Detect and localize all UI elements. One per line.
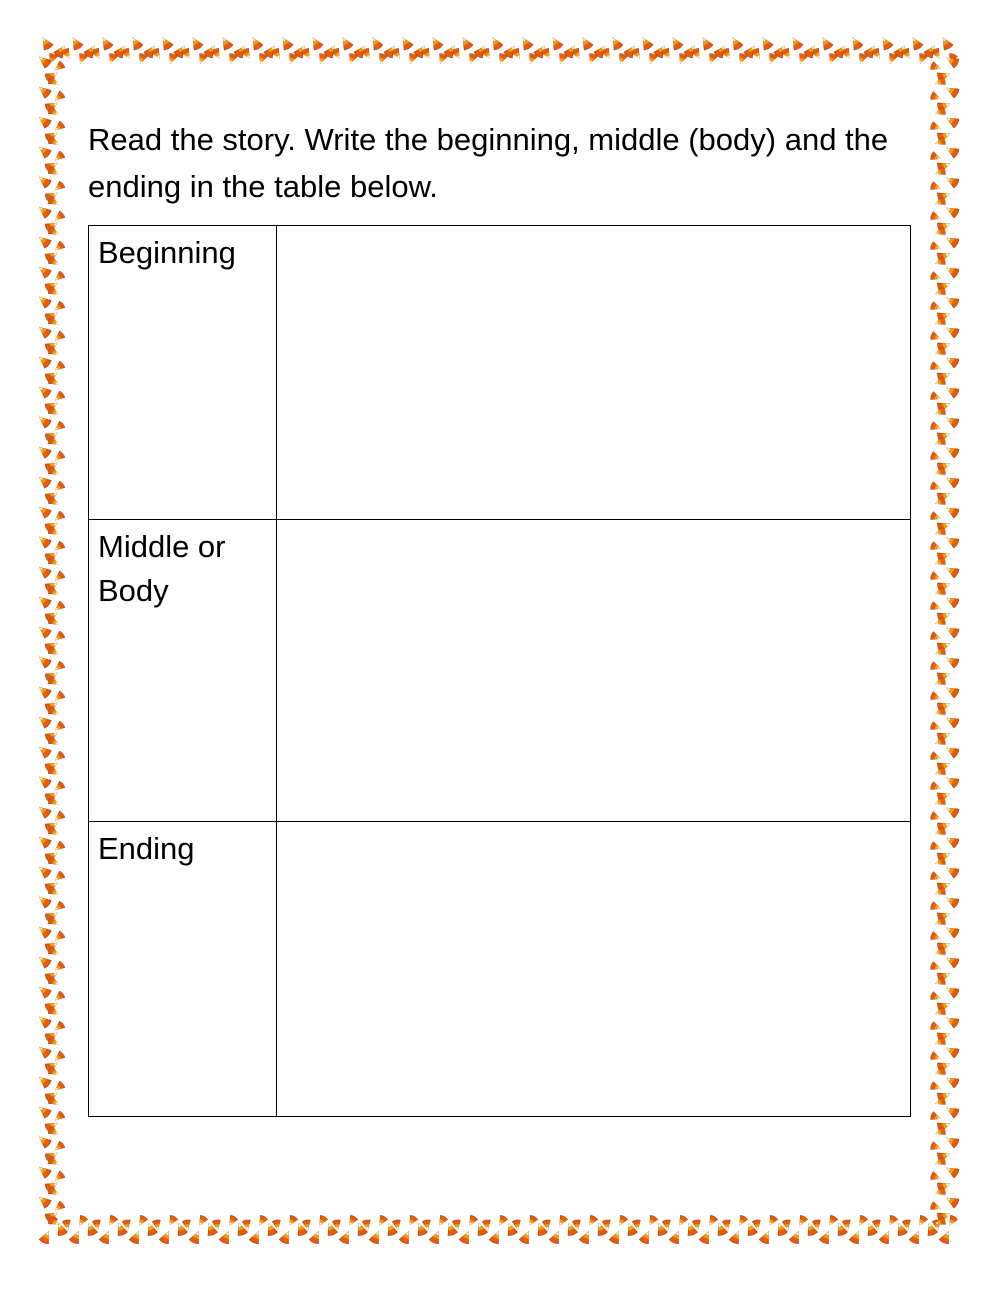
- candy-corn-icon: [249, 1229, 263, 1244]
- candy-corn-icon: [36, 833, 52, 849]
- candy-corn-icon: [36, 983, 52, 999]
- candy-corn-icon: [489, 35, 504, 51]
- candy-corn-icon: [53, 91, 66, 104]
- candy-corn-icon: [53, 241, 66, 254]
- candy-corn-icon: [36, 1163, 52, 1179]
- candy-corn-icon: [53, 301, 66, 314]
- candy-corn-icon: [930, 1081, 942, 1092]
- candy-corn-icon: [944, 684, 960, 699]
- candy-corn-icon: [53, 151, 66, 164]
- candy-corn-icon: [930, 511, 942, 522]
- candy-corn-icon: [930, 1201, 942, 1212]
- candy-corn-icon: [429, 1229, 443, 1244]
- candy-corn-icon: [36, 1073, 52, 1089]
- candy-corn-icon: [944, 84, 960, 99]
- candy-corn-icon: [930, 151, 942, 162]
- candy-corn-icon: [36, 1193, 52, 1209]
- candy-corn-icon: [579, 1229, 593, 1244]
- candy-corn-icon: [219, 1229, 233, 1244]
- candy-corn-icon: [944, 1074, 960, 1089]
- candy-corn-icon: [930, 841, 942, 852]
- table-row-middle: [89, 520, 911, 822]
- candy-corn-icon: [930, 661, 942, 672]
- candy-corn-icon: [189, 1229, 203, 1244]
- candy-corn-icon: [909, 1229, 923, 1244]
- candy-corn-icon: [489, 1229, 503, 1244]
- beginning-label-cell: [89, 226, 277, 520]
- candy-corn-icon: [466, 1215, 478, 1228]
- candy-corn-icon: [36, 323, 52, 339]
- candy-corn-icon: [399, 35, 414, 51]
- candy-corn-icon: [944, 1014, 960, 1029]
- table-row-ending: [89, 822, 911, 1117]
- candy-corn-icon: [856, 1215, 868, 1228]
- candy-corn-icon: [436, 1215, 448, 1228]
- candy-corn-icon: [930, 91, 942, 102]
- candy-corn-icon: [53, 331, 66, 344]
- candy-corn-icon: [946, 1215, 958, 1228]
- candy-corn-icon: [519, 35, 534, 51]
- candy-corn-icon: [166, 1215, 178, 1228]
- candy-corn-icon: [53, 1111, 66, 1124]
- candy-corn-icon: [944, 894, 960, 909]
- candy-corn-icon: [879, 35, 894, 51]
- candy-corn-icon: [53, 481, 66, 494]
- candy-corn-icon: [759, 35, 774, 51]
- candy-corn-icon: [36, 353, 52, 369]
- candy-corn-icon: [36, 683, 52, 699]
- candy-corn-icon: [53, 661, 66, 674]
- candy-corn-icon: [930, 421, 942, 432]
- candy-corn-icon: [53, 601, 66, 614]
- candy-corn-icon: [53, 1021, 66, 1034]
- candy-corn-icon: [944, 294, 960, 309]
- candy-corn-icon: [729, 1229, 743, 1244]
- candy-corn-icon: [36, 113, 52, 129]
- candy-corn-icon: [36, 1103, 52, 1119]
- candy-corn-icon: [939, 35, 954, 51]
- candy-corn-icon: [53, 1141, 66, 1154]
- candy-corn-icon: [36, 563, 52, 579]
- candy-corn-icon: [159, 35, 174, 51]
- candy-corn-icon: [36, 653, 52, 669]
- candy-corn-icon: [944, 594, 960, 609]
- candy-corn-icon: [930, 1021, 942, 1032]
- candy-corn-icon: [346, 1215, 358, 1228]
- candy-corn-icon: [930, 871, 942, 882]
- candy-corn-icon: [944, 504, 960, 519]
- candy-corn-icon: [406, 1215, 418, 1228]
- middle-answer-cell[interactable]: [277, 520, 911, 822]
- candy-corn-icon: [944, 354, 960, 369]
- candy-corn-icon: [53, 691, 66, 704]
- candy-corn-icon: [930, 631, 942, 642]
- candy-corn-icon: [429, 35, 444, 51]
- candy-corn-icon: [930, 931, 942, 942]
- candy-corn-icon: [616, 1215, 628, 1228]
- candy-corn-icon: [36, 503, 52, 519]
- candy-corn-icon: [36, 923, 52, 939]
- candy-corn-icon: [944, 234, 960, 249]
- candy-corn-icon: [930, 961, 942, 972]
- candy-corn-icon: [69, 35, 84, 51]
- candy-corn-icon: [36, 233, 52, 249]
- ending-answer-cell[interactable]: [277, 822, 911, 1117]
- candy-corn-icon: [36, 293, 52, 309]
- candy-corn-icon: [36, 803, 52, 819]
- candy-corn-icon: [944, 204, 960, 219]
- candy-corn-icon: [944, 714, 960, 729]
- candy-corn-icon: [53, 1201, 66, 1214]
- candy-corn-icon: [36, 953, 52, 969]
- candy-corn-icon: [369, 35, 384, 51]
- candy-corn-icon: [129, 35, 144, 51]
- candy-corn-icon: [459, 35, 474, 51]
- candy-corn-icon: [53, 931, 66, 944]
- candy-corn-icon: [930, 181, 942, 192]
- candy-corn-icon: [309, 1229, 323, 1244]
- candy-corn-icon: [526, 1215, 538, 1228]
- candy-corn-icon: [249, 35, 264, 51]
- candy-corn-icon: [53, 991, 66, 1004]
- candy-corn-icon: [639, 35, 654, 51]
- candy-corn-icon: [53, 811, 66, 824]
- candy-corn-icon: [496, 1215, 508, 1228]
- candy-corn-icon: [646, 1215, 658, 1228]
- candy-corn-icon: [339, 35, 354, 51]
- candy-corn-icon: [944, 864, 960, 879]
- candy-corn-icon: [930, 361, 942, 372]
- candy-corn-icon: [53, 511, 66, 524]
- candy-corn-icon: [849, 1229, 863, 1244]
- candy-corn-icon: [53, 781, 66, 794]
- candy-corn-icon: [729, 35, 744, 51]
- candy-corn-icon: [930, 601, 942, 612]
- candy-corn-icon: [944, 654, 960, 669]
- candy-corn-icon: [930, 901, 942, 912]
- candy-corn-icon: [939, 1229, 953, 1244]
- candy-corn-icon: [886, 1215, 898, 1228]
- candy-corn-icon: [53, 181, 66, 194]
- table-row-beginning: [89, 226, 911, 520]
- candy-corn-icon: [53, 961, 66, 974]
- candy-corn-icon: [706, 1215, 718, 1228]
- candy-corn-icon: [36, 143, 52, 159]
- candy-corn-icon: [944, 264, 960, 279]
- candy-corn-icon: [36, 263, 52, 279]
- candy-corn-icon: [226, 1215, 238, 1228]
- candy-corn-icon: [196, 1215, 208, 1228]
- candy-corn-icon: [944, 534, 960, 549]
- candy-corn-icon: [99, 35, 114, 51]
- candy-corn-icon: [279, 1229, 293, 1244]
- candy-corn-icon: [930, 811, 942, 822]
- candy-corn-icon: [36, 773, 52, 789]
- candy-corn-icon: [36, 593, 52, 609]
- candy-corn-icon: [53, 121, 66, 134]
- candy-corn-icon: [944, 744, 960, 759]
- candy-corn-icon: [36, 623, 52, 639]
- candy-corn-icon: [53, 901, 66, 914]
- candy-corn-icon: [944, 1194, 960, 1209]
- middle-label-cell: [89, 520, 277, 822]
- candy-corn-icon: [849, 35, 864, 51]
- candy-corn-icon: [930, 211, 942, 222]
- candy-corn-icon: [909, 35, 924, 51]
- candy-corn-icon: [159, 1229, 173, 1244]
- candy-corn-icon: [930, 61, 942, 72]
- candy-corn-icon: [944, 144, 960, 159]
- candy-corn-icon: [766, 1215, 778, 1228]
- candy-corn-icon: [944, 414, 960, 429]
- candy-corn-icon: [930, 1141, 942, 1152]
- candy-corn-icon: [36, 413, 52, 429]
- candy-corn-icon: [944, 564, 960, 579]
- candy-corn-icon: [53, 421, 66, 434]
- candy-corn-icon: [53, 841, 66, 854]
- candy-corn-icon: [944, 774, 960, 789]
- candy-corn-icon: [879, 1229, 893, 1244]
- candy-corn-icon: [789, 1229, 803, 1244]
- candy-corn-icon: [189, 35, 204, 51]
- candy-corn-icon: [519, 1229, 533, 1244]
- candy-corn-icon: [39, 35, 54, 51]
- candy-corn-icon: [789, 35, 804, 51]
- candy-corn-icon: [930, 331, 942, 342]
- candy-corn-icon: [36, 1043, 52, 1059]
- candy-corn-icon: [930, 541, 942, 552]
- candy-corn-icon: [53, 361, 66, 374]
- candy-corn-icon: [53, 1171, 66, 1184]
- instructions-text: Read the story. Write the beginning, middle (body) and the ending in the table below.: [88, 122, 889, 204]
- candy-corn-icon: [930, 121, 942, 132]
- candy-corn-icon: [944, 324, 960, 339]
- candy-corn-icon: [36, 473, 52, 489]
- candy-corn-icon: [316, 1215, 328, 1228]
- candy-corn-icon: [639, 1229, 653, 1244]
- candy-corn-icon: [944, 954, 960, 969]
- candy-corn-icon: [53, 271, 66, 284]
- candy-corn-icon: [930, 481, 942, 492]
- candy-corn-icon: [930, 1051, 942, 1062]
- candy-corn-icon: [219, 35, 234, 51]
- candy-corn-icon: [53, 1081, 66, 1094]
- candy-corn-icon: [339, 1229, 353, 1244]
- candy-corn-icon: [944, 474, 960, 489]
- candy-corn-icon: [736, 1215, 748, 1228]
- candy-corn-icon: [609, 1229, 623, 1244]
- candy-corn-icon: [759, 1229, 773, 1244]
- candy-corn-icon: [309, 35, 324, 51]
- candy-corn-icon: [53, 541, 66, 554]
- candy-corn-icon: [136, 1215, 148, 1228]
- candy-corn-icon: [944, 1134, 960, 1149]
- candy-corn-icon: [53, 391, 66, 404]
- candy-corn-icon: [930, 1171, 942, 1182]
- candy-corn-icon: [579, 35, 594, 51]
- candy-corn-icon: [930, 781, 942, 792]
- candy-corn-icon: [459, 1229, 473, 1244]
- candy-corn-icon: [53, 721, 66, 734]
- ending-label: Ending: [98, 831, 195, 866]
- candy-corn-icon: [53, 631, 66, 644]
- candy-corn-icon: [36, 893, 52, 909]
- candy-corn-icon: [944, 1104, 960, 1119]
- candy-corn-icon: [36, 1013, 52, 1029]
- candy-corn-icon: [944, 834, 960, 849]
- candy-corn-icon: [53, 61, 66, 74]
- candy-corn-icon: [944, 924, 960, 939]
- candy-corn-icon: [36, 83, 52, 99]
- candy-corn-icon: [944, 624, 960, 639]
- candy-corn-icon: [279, 35, 294, 51]
- candy-corn-icon: [699, 1229, 713, 1244]
- candy-corn-icon: [69, 1229, 83, 1244]
- candy-corn-icon: [39, 1229, 53, 1244]
- candy-corn-icon: [669, 35, 684, 51]
- candy-corn-icon: [99, 1229, 113, 1244]
- candy-corn-icon: [916, 1215, 928, 1228]
- middle-label: Middle or Body: [98, 529, 226, 608]
- candy-corn-icon: [796, 1215, 808, 1228]
- beginning-answer-cell[interactable]: [277, 226, 911, 520]
- candy-corn-icon: [944, 1164, 960, 1179]
- candy-corn-icon: [53, 1051, 66, 1064]
- candy-corn-icon: [930, 271, 942, 282]
- candy-corn-icon: [944, 384, 960, 399]
- candy-corn-icon: [53, 571, 66, 584]
- candy-corn-icon: [286, 1215, 298, 1228]
- candy-corn-icon: [944, 984, 960, 999]
- candy-corn-icon: [36, 743, 52, 759]
- candy-corn-icon: [53, 871, 66, 884]
- candy-corn-icon: [930, 241, 942, 252]
- candy-corn-icon: [930, 691, 942, 702]
- candy-corn-icon: [36, 173, 52, 189]
- candy-corn-icon: [36, 203, 52, 219]
- candy-corn-icon: [930, 1111, 942, 1122]
- candy-corn-icon: [106, 1215, 118, 1228]
- candy-corn-icon: [256, 1215, 268, 1228]
- candy-corn-icon: [930, 391, 942, 402]
- candy-corn-icon: [944, 174, 960, 189]
- candy-corn-icon: [369, 1229, 383, 1244]
- candy-corn-icon: [76, 1215, 88, 1228]
- candy-corn-icon: [676, 1215, 688, 1228]
- candy-corn-icon: [944, 1044, 960, 1059]
- beginning-label: Beginning: [98, 235, 236, 270]
- candy-corn-icon: [930, 751, 942, 762]
- candy-corn-icon: [549, 35, 564, 51]
- candy-corn-icon: [549, 1229, 563, 1244]
- candy-corn-icon: [399, 1229, 413, 1244]
- candy-corn-icon: [556, 1215, 568, 1228]
- candy-corn-icon: [36, 1133, 52, 1149]
- candy-corn-icon: [944, 444, 960, 459]
- candy-corn-icon: [53, 751, 66, 764]
- candy-corn-icon: [36, 863, 52, 879]
- candy-corn-icon: [944, 114, 960, 129]
- story-structure-table: [88, 225, 911, 1117]
- candy-corn-icon: [930, 991, 942, 1002]
- candy-corn-icon: [699, 35, 714, 51]
- candy-corn-icon: [609, 35, 624, 51]
- ending-label-cell: [89, 822, 277, 1117]
- candy-corn-icon: [586, 1215, 598, 1228]
- candy-corn-icon: [669, 1229, 683, 1244]
- candy-corn-icon: [944, 804, 960, 819]
- candy-corn-icon: [819, 35, 834, 51]
- candy-corn-icon: [930, 571, 942, 582]
- candy-corn-icon: [819, 1229, 833, 1244]
- candy-corn-icon: [53, 211, 66, 224]
- candy-corn-icon: [826, 1215, 838, 1228]
- candy-corn-icon: [376, 1215, 388, 1228]
- candy-corn-icon: [36, 713, 52, 729]
- candy-corn-icon: [129, 1229, 143, 1244]
- candy-corn-icon: [930, 721, 942, 732]
- candy-corn-icon: [930, 301, 942, 312]
- candy-corn-icon: [36, 443, 52, 459]
- candy-corn-icon: [36, 383, 52, 399]
- candy-corn-icon: [930, 451, 942, 462]
- candy-corn-icon: [36, 533, 52, 549]
- candy-corn-icon: [53, 451, 66, 464]
